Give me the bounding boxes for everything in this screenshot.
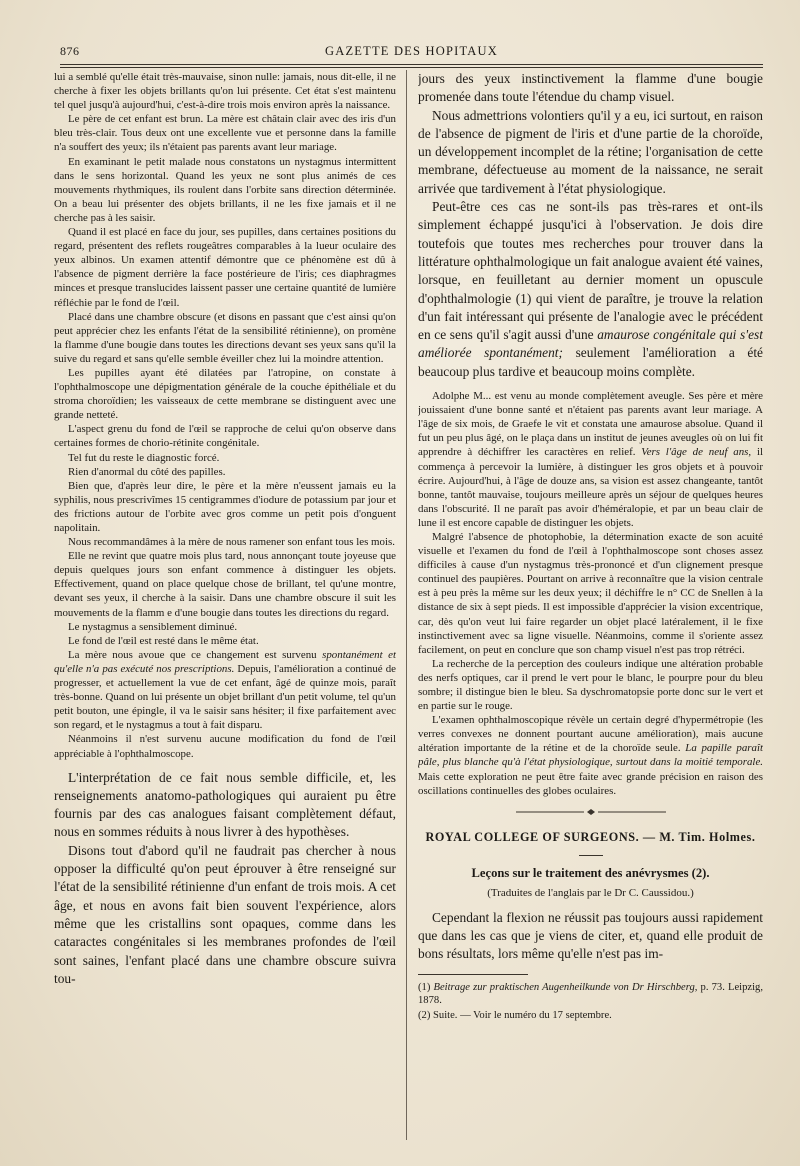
- right-column: [418, 70, 763, 1142]
- paragraph: Les pupilles ayant été dilatées par l'atropine, on constate à l'ophthalmoscope une dépigmentation générale de la couche épithéliale et du stroma choroïdien; les vaisseaux de cette membrane se distinguent avec une grande netteté.: [54, 366, 396, 422]
- paragraph-analogy: [418, 198, 763, 381]
- lecture-title: Leçons sur le traitement des anévrysmes (2).: [471, 865, 710, 880]
- left-small-text: [54, 70, 396, 761]
- left-column: [54, 70, 396, 1142]
- paragraph: L'interprétation de ce fait nous semble difficile, et, les renseignements anatomo-pathologiques qui auraient pu être fournis par des cas analogues faisant complètement défaut, nous en sommes réduits à nous livrer à des hypothèses.: [54, 769, 396, 840]
- left-large-text: [54, 769, 396, 989]
- text-run: seulement l'amélioration a été beaucoup plus tardive et beaucoup moins complète.: [418, 345, 763, 379]
- paragraph: Le père de cet enfant est brun. La mère est châtain clair avec des iris d'un bleu très-clair. Tous deux ont une excellente vue et personne dans la famille n'a souffert des yeux; ils n'étaient pas parents avant leur mariage.: [54, 113, 396, 154]
- footnote-rule: [418, 974, 528, 975]
- header-rule-double: [60, 67, 763, 68]
- paragraph: La recherche de la perception des couleurs indique une altération probable des nerfs optiques, car il prend le vert pour le blanc, le pourpre pour du bleu sombre; il distingue bien le bleu. Sa dyschromatopsie porte donc sur le vert et en partie sur le rouge.: [418, 657, 763, 713]
- paragraph: Rien d'anormal du côté des papilles.: [68, 465, 226, 478]
- text-run: p. 73. Leipzig, 1878.: [418, 981, 763, 1007]
- paragraph: Placé dans une chambre obscure (et disons en passant que c'est ainsi qu'on peut apprécier chez les enfants l'état de la sensibilité rétinienne), on promène la flamme d'une bougie dans toutes les directions devant ses yeux sans qu'il la suive du regard et sans qu'elle semble éveiller chez lui la moindre attention.: [54, 310, 396, 365]
- text-run: L'examen ophthalmoscopique révèle un certain degré d'hypermétropie (les verres convexes ne donnent pourtant aucune amélioration), mais aucune altération importante de la rétine et de la choroïde seule.: [418, 714, 763, 755]
- paragraph: L'aspect grenu du fond de l'œil se rapproche de celui qu'on observe dans certaines formes de chorio-rétinite congénitale.: [54, 423, 396, 450]
- paragraph: jours des yeux instinctivement la flamme d'une bougie promenée dans toute l'étendue du champ visuel.: [418, 71, 763, 105]
- text-run: il commença à percevoir la lumière, à distinguer les gros objets et à pouvoir écrire. Aujourd'hui, à l'âge de douze ans, sa vision est assez changeante, tantôt bonne, tantôt mauvaise, toujours meilleure après un séjour de quelques heures dans l'obscurité. Il ne paraît pas avoir d'héméralopie, et par un beau clair de lune il est encore capable de distinguer les objets.: [418, 446, 763, 529]
- text-run: Adolphe M... est venu au monde complètement aveugle. Ses père et mère jouissaient d'une bonne santé et n'étaient pas parents avant leur mariage. A l'âge de six mois, de Graefe le vit et constata une amaurose absolue. Quand il fut un peu plus âgé, on le plaça dans un institut de jeunes aveugles où on lui fit apprendre à déchiffrer les caractères en relief.: [418, 390, 763, 459]
- paragraph: Néanmoins il n'est survenu aucune modification du fond de l'œil appréciable à l'ophthalmoscope.: [54, 733, 396, 760]
- paragraph-exam: [418, 713, 763, 798]
- short-rule: [579, 855, 603, 856]
- paragraph: Cependant la flexion ne réussit pas toujours aussi rapidement que dans les cas que je viens de citer, et, quand elle produit de bons résultats, lors même qu'elle n'est pas im-: [418, 909, 763, 962]
- paragraph: Elle ne revint que quatre mois plus tard, nous annonçant toute joyeuse que depuis quelques jours son enfant commence à distinguer les objets. Effectivement, quand on place quelque chose de brillant, tel qu'une montre, devant ses yeux, il cherche à la saisir. Dans une chambre obscure il suit les mouvements de la flamm e d'une bougie dans toutes les directions du regard.: [54, 550, 396, 619]
- column-divider: [406, 70, 407, 1140]
- right-small-text: [418, 389, 763, 798]
- paragraph-adolphe: [418, 389, 763, 530]
- paragraph: Disons tout d'abord qu'il ne faudrait pas chercher à nous opposer la difficulté qu'on peut éprouver à être renseigné sur l'état de la sensibilité rétinienne d'un enfant de trois mois. A cet âge, et nous en avons fait bien souvent l'expérience, alors même que les cristallins sont opaques, comme dans les cataractes congénitales si les membranes profondes de l'œil sont saines, l'enfant placé dans une chambre obscure suivra tou-: [54, 842, 396, 986]
- right-large-text-2: [418, 909, 763, 964]
- text-run: La mère nous avoue que ce changement est survenu: [68, 648, 323, 661]
- spacer: [418, 381, 763, 389]
- header-rule: [60, 64, 763, 65]
- spacer: [54, 761, 396, 769]
- paragraph: lui a semblé qu'elle était très-mauvaise, sinon nulle: jamais, nous dit-elle, il ne cherche à fixer les objets brillants qu'on lui présente. Cet état s'est maintenu tel quel jusqu'à aujourd'hui, c'est-à-dire trois mois environ après la naissance.: [54, 71, 396, 112]
- ornament-rule-icon: [516, 808, 666, 816]
- italic-run: amaurose congénitale qui s'est améliorée spontanément;: [418, 327, 763, 361]
- page-number: 876: [60, 44, 80, 58]
- paragraph: En examinant le petit malade nous constatons un nystagmus intermittent dans le sens horizontal. Quand les yeux ne sont plus animés de ces mouvements rhythmiques, ils roulent dans l'orbite sans direction déterminée. On a beau lui présenter des objets brillants, il ne les fixe jamais et il ne cherche pas à les saisir.: [54, 155, 396, 224]
- paragraph: Malgré l'absence de photophobie, la détermination exacte de son acuité visuelle et l'examen du fond de l'œil à l'ophthalmoscope sont choses assez difficiles à cause d'un nystagmus très-prononcé et d'un clignement presque continuel des paupières. Pourtant on arrive à reconnaître que la vision centrale est à peu près la même sur les deux yeux; il déchiffre le n° CC de Snellen à la distance de six à sept pieds. Il est impossible d'apprécier la vision excentrique, car, dès qu'on veut lui faire regarder un objet placé latéralement, il le fixe instinctivement avec sa ligne visuelle. Néanmoins, comme il s'oriente assez facilement, on peut en conclure que son champ visuel n'est pas trop rétréci.: [418, 530, 763, 656]
- journal-title: GAZETTE DES HOPITAUX: [325, 44, 498, 58]
- paragraph: Tel fut du reste le diagnostic forcé.: [68, 451, 220, 464]
- section-title: ROYAL COLLEGE OF SURGEONS. — M. Tim. Holmes.: [425, 829, 756, 844]
- paragraph: Nous admettrions volontiers qu'il y a eu, ici surtout, en raison de l'absence de pigment de l'iris et d'une partie de la choroïde, un développement incomplet de la rétine; l'organisation de cette membrane, défectueuse au moment de la naissance, ne serait arrivée que tardivement à l'état physiologique.: [418, 107, 763, 196]
- paragraph: Quand il est placé en face du jour, ses pupilles, dans certaines positions du regard, présentent des reflets rougeâtres comparables à la lueur oculaire des yeux albinos. Un examen attentif démontre que ce phénomène est dû à l'absence de pigment derrière la face postérieure de l'iris; ces diaphragmes minces et presque translucides laissent passer une certaine quantité de lumière réfléchie par le fond de l'œil.: [54, 226, 396, 309]
- text-run: (1): [418, 981, 434, 993]
- paragraph-mother: [54, 648, 396, 733]
- paragraph: Le fond de l'œil est resté dans le même état.: [68, 634, 259, 647]
- italic-run: spontanément et qu'elle n'a pas exécuté nos prescriptions.: [54, 648, 396, 675]
- text-run: Depuis, l'amélioration a continué de progresser, et actuellement la vue de cet enfant, âgé de quinze mois, paraît très-bonne. Quand on lui présente un objet brillant d'un petit volume, tel qu'un petit bouton, une épingle, il va le saisir sans hésiter; il fixe parfaitement avec son regard, et le nystagmus a tout à fait disparu.: [54, 662, 396, 732]
- paragraph: Bien que, d'après leur dire, le père et la mère n'eussent jamais eu la syphilis, nous prescrivîmes 15 centigrammes d'iodure de potassium par jour et des frictions autour de l'orbite avec gros comme un petit pois d'onguent napolitain.: [54, 479, 396, 534]
- italic-run: Vers l'âge de neuf ans,: [641, 446, 752, 459]
- text-run: Mais cette exploration ne peut être faite avec grande précision en raison des oscillations continuelles des globes oculaires.: [418, 770, 763, 797]
- right-large-text-1: [418, 70, 763, 381]
- paragraph: Nous recommandâmes à la mère de nous ramener son enfant tous les mois.: [68, 536, 395, 549]
- page-header: [60, 44, 763, 62]
- paragraph: Le nystagmus a sensiblement diminué.: [68, 620, 238, 633]
- section-ornament: [418, 808, 763, 818]
- text-run: Peut-être ces cas ne sont-ils pas très-rares et ont-ils simplement échappé jusqu'ici à l'observation. Je dois dire toutefois que toutes mes recherches pour trouver dans la littérature ophthalmologique un fait analogue avaient été vaines, lorsque, en feuilletant au dernier moment un opuscule d'ophthalmologie (1) qui vient de paraître, je trouve la relation d'un fait intéressant qui présente de l'analogie avec le précédent en ce sens qu'il s'agit aussi d'une: [418, 199, 763, 343]
- translator-credit: (Traduites de l'anglais par le Dr C. Caussidou.): [487, 886, 694, 899]
- footnote-1: [418, 981, 763, 1008]
- italic-run: Beitrage zur praktischen Augenheilkunde von Dr Hirschberg,: [433, 981, 698, 993]
- italic-run: La papille paraît pâle, plus blanche qu'à l'état physiologique, surtout dans la moitié temporale.: [418, 742, 763, 769]
- footnote-2: (2) Suite. — Voir le numéro du 17 septembre.: [418, 1009, 612, 1021]
